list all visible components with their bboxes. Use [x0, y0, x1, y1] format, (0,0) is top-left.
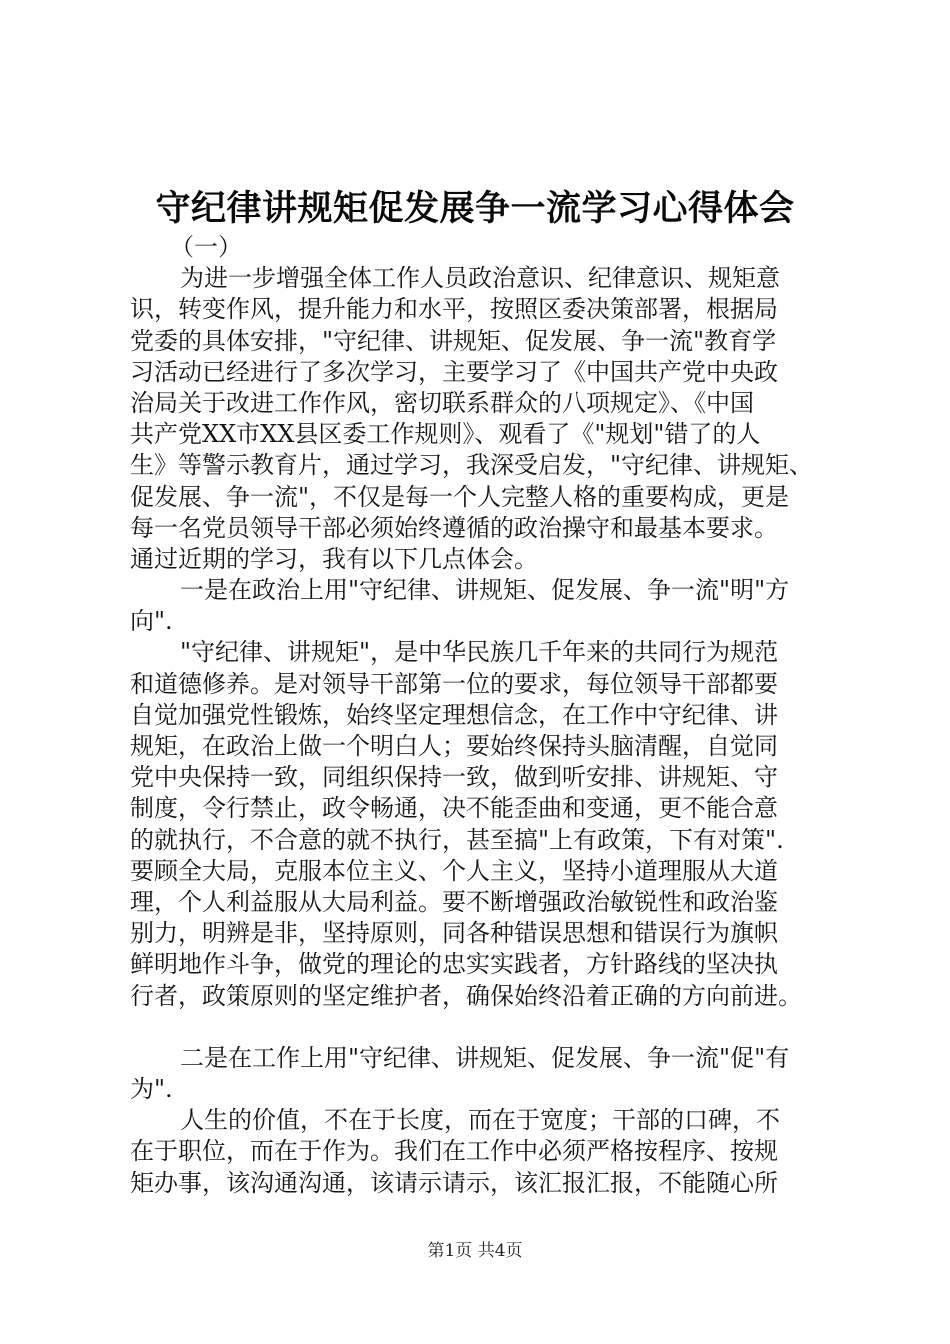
paragraph-line: 习活动已经进行了多次学习，主要学习了《中国共产党中央政: [130, 357, 778, 386]
paragraph-line: 党中央保持一致，同组织保持一致，做到听安排、讲规矩、守: [130, 763, 778, 792]
section-heading-line: 向".: [130, 607, 173, 636]
section-heading-line: 二是在工作上用"守纪律、讲规矩、促发展、争一流"促"有: [180, 1043, 790, 1072]
paragraph-line: 的就执行，不合意的就不执行，甚至搞"上有政策，下有对策".: [130, 825, 784, 854]
section-heading-line: 一是在政治上用"守纪律、讲规矩、促发展、争一流"明"方: [180, 576, 790, 605]
paragraph-line: 理，个人利益服从大局利益。要不断增强政治敏锐性和政治鉴: [130, 887, 778, 916]
paragraph-line: 通过近期的学习，我有以下几点体会。: [130, 544, 538, 573]
section-marker: （一）: [170, 233, 242, 261]
document-title: 守纪律讲规矩促发展争一流学习心得体会: [155, 188, 795, 229]
paragraph-line: 规矩，在政治上做一个明白人；要始终保持头脑清醒，自觉同: [130, 732, 778, 760]
page-footer: 第1页 共4页: [427, 1241, 523, 1261]
paragraph-line: 在于职位，而在于作为。我们在工作中必须严格按程序、按规: [130, 1137, 778, 1166]
paragraph-line: 别力，明辨是非，坚持原则，同各种错误思想和错误行为旗帜: [130, 919, 778, 948]
paragraph-line: 共产党XX市XX县区委工作规则》、观看了《"规划"错了的人: [130, 420, 761, 449]
section-heading-line: 为".: [130, 1075, 173, 1104]
paragraph-line: 矩办事，该沟通沟通，该请示请示，该汇报汇报，不能随心所: [130, 1168, 778, 1197]
blank-line: [130, 1012, 830, 1043]
paragraph-line: 人生的价值，不在于长度，而在于宽度；干部的口碑，不: [180, 1106, 780, 1135]
paragraph-line: 促发展、争一流"，不仅是每一个人完整人格的重要构成，更是: [130, 482, 790, 511]
paragraph-line: 自觉加强党性锻炼，始终坚定理想信念，在工作中守纪律、讲: [130, 700, 778, 729]
paragraph-line: 识，转变作风，提升能力和水平，按照区委决策部署，根据局: [130, 295, 778, 324]
paragraph-line: "守纪律、讲规矩"，是中华民族几千年来的共同行为规范: [180, 638, 779, 667]
paragraph-line: 治局关于改进工作作风，密切联系群众的八项规定》、《中国: [130, 388, 754, 417]
paragraph-line: 要顾全大局，克服本位主义、个人主义，坚持小道理服从大道: [130, 856, 778, 885]
paragraph-line: 行者，政策原则的坚定维护者，确保始终沿着正确的方向前进。: [130, 981, 802, 1010]
paragraph-line: 生》等警示教育片，通过学习，我深受启发，"守纪律、讲规矩、: [130, 451, 814, 480]
paragraph-line: 每一名党员领导干部必须始终遵循的政治操守和最基本要求。: [130, 513, 778, 542]
paragraph-line: 和道德修养。是对领导干部第一位的要求，每位领导干部都要: [130, 669, 778, 698]
paragraph-line: 制度，令行禁止，政令畅通，决不能歪曲和变通，更不能合意: [130, 794, 778, 823]
paragraph-line: 鲜明地作斗争，做党的理论的忠实实践者，方针路线的坚决执: [130, 950, 778, 979]
document-body: [130, 232, 830, 1199]
paragraph-line: 党委的具体安排，"守纪律、讲规矩、促发展、争一流"教育学: [130, 326, 777, 355]
paragraph-line: 为进一步增强全体工作人员政治意识、纪律意识、规矩意: [180, 264, 780, 293]
